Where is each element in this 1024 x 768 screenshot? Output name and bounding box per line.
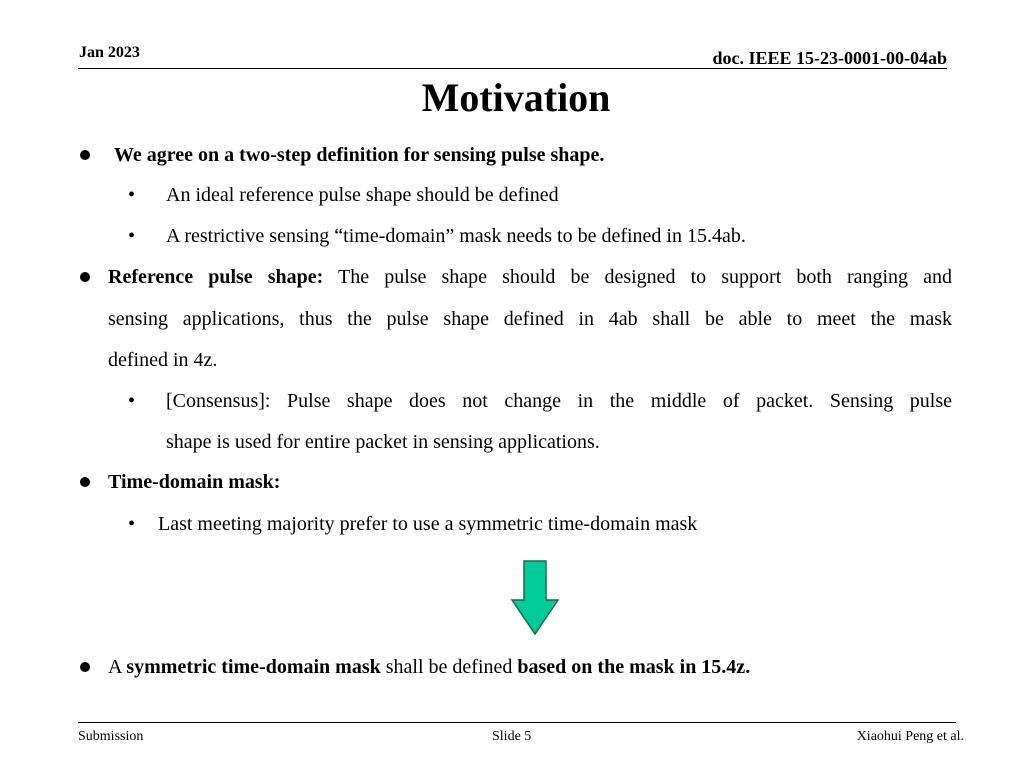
bullet-1-sub-2: A restrictive sensing “time-domain” mask needs to be defined in 15.4ab. xyxy=(166,225,746,247)
sub-bullet-dot: • xyxy=(128,390,136,412)
bullet-4-text xyxy=(108,656,750,679)
footer-divider xyxy=(78,722,956,723)
header-doc-id: doc. IEEE 15-23-0001-00-04ab xyxy=(712,48,947,68)
bullet-4-mid: shall be defined xyxy=(380,656,518,678)
slide-title: Motivation xyxy=(421,75,611,120)
sub-bullet-dot: • xyxy=(128,184,136,206)
bullet-2-sub-1-line-2: shape is used for entire packet in sensing applications. xyxy=(166,431,600,453)
bullet-dot xyxy=(80,150,90,160)
footer-author: Xiaohui Peng et al. xyxy=(856,729,964,744)
bullet-2-line-3: defined in 4z. xyxy=(108,349,218,371)
bullet-2-line-1-rest: The pulse shape should be designed to support both ranging and xyxy=(323,266,952,288)
footer-slide-number: Slide 5 xyxy=(492,729,532,744)
bullet-1-sub-1: An ideal reference pulse shape should be defined xyxy=(166,184,559,206)
down-arrow-icon xyxy=(510,560,560,636)
bullet-3-text: Time-domain mask: xyxy=(108,471,281,493)
sub-bullet-dot: • xyxy=(128,225,136,247)
bullet-3-sub-1: Last meeting majority prefer to use a symmetric time-domain mask xyxy=(158,513,698,535)
header-date: Jan 2023 xyxy=(79,44,140,61)
bullet-dot xyxy=(80,662,90,672)
footer-submission: Submission xyxy=(78,729,144,744)
bullet-4-bold-2: based on the mask in 15.4z. xyxy=(517,656,751,678)
bullet-2-line-2: sensing applications, thus the pulse shape defined in 4ab shall be able to meet the mask xyxy=(108,308,952,330)
bullet-4-pre: A xyxy=(108,656,127,678)
bullet-2-sub-1-line-1: [Consensus]: Pulse shape does not change in the middle of packet. Sensing pulse xyxy=(166,390,952,412)
bullet-4-bold-1: symmetric time-domain mask xyxy=(126,656,381,678)
down-arrow-shape xyxy=(512,561,558,634)
bullet-dot xyxy=(80,477,90,487)
bullet-2-bold: Reference pulse shape: xyxy=(108,266,324,288)
header-divider xyxy=(78,68,947,69)
bullet-1-text: We agree on a two-step definition for sensing pulse shape. xyxy=(114,144,605,166)
sub-bullet-dot: • xyxy=(128,513,136,535)
bullet-2-line-1 xyxy=(108,266,952,289)
bullet-dot xyxy=(80,272,90,282)
